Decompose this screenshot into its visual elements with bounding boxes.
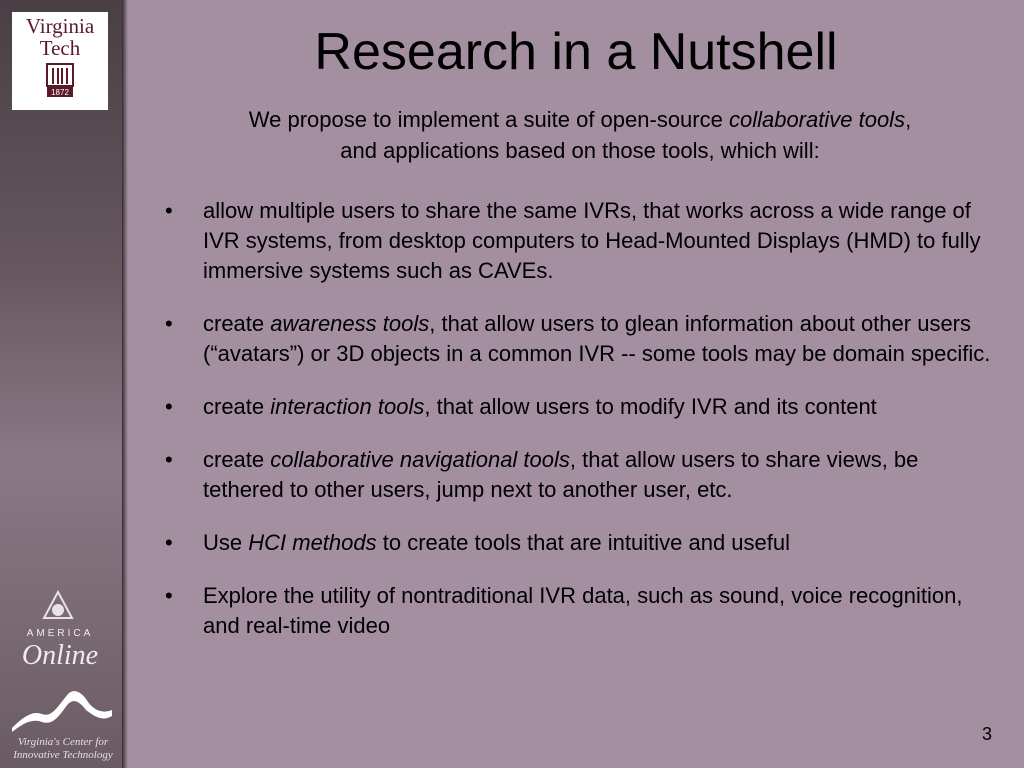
- bullet-text: create: [203, 447, 271, 472]
- aol-logo: [10, 588, 110, 678]
- vt-year: 1872: [51, 88, 69, 97]
- vcit-line2: Innovative Technology: [13, 749, 113, 761]
- bullet-dot: •: [165, 394, 173, 419]
- bullet-item: [160, 392, 1000, 422]
- mountain-icon: [8, 684, 118, 734]
- slide-title: Research in a Nutshell: [314, 23, 838, 81]
- intro-text-2: , and applications based on those tools, which will:: [340, 107, 912, 163]
- bullet-item: [160, 581, 1000, 641]
- bullet-text-after: , that allow users to modify IVR and its content: [424, 394, 877, 419]
- bullet-text-after: to create tools that are intuitive and useful: [376, 530, 790, 555]
- bullet-dot: •: [165, 447, 173, 472]
- bullet-text: create: [203, 394, 271, 419]
- bullet-italic: HCI methods: [248, 530, 377, 555]
- vt-logo-line2: Tech: [39, 36, 81, 60]
- intro-italic: collaborative tools: [728, 107, 906, 132]
- bullet-italic: awareness tools: [270, 311, 430, 336]
- bullet-text-after: , that allow users to share views, be tethered to other users, jump next to another user, etc.: [203, 447, 919, 502]
- bullet-dot: •: [165, 198, 173, 223]
- vt-shield-icon: [45, 62, 75, 98]
- bullet-text: create: [203, 311, 271, 336]
- intro-paragraph: [240, 104, 920, 166]
- bullet-text-after: , that allow users to glean information about other users (“avatars”) or 3D objects in a common IVR -- some tools may be domain specific.: [203, 311, 991, 366]
- sidebar-shadow: [122, 0, 128, 768]
- bullet-item: [160, 196, 1000, 286]
- bullet-list: [160, 196, 1000, 664]
- bullet-dot: •: [165, 530, 173, 555]
- vt-logo-line1: Virginia: [25, 14, 95, 38]
- bullet-text: allow multiple users to share the same IVRs, that works across a wide range of IVR systems, from desktop computers to Head-Mounted Displays (HMD) to fully immersive systems such as CAVEs.: [203, 198, 981, 283]
- bullet-italic: collaborative navigational tools: [270, 447, 570, 472]
- bullet-text: Explore the utility of nontraditional IVR data, such as sound, voice recognition, and real-time video: [203, 583, 963, 638]
- aol-online-text: Online: [21, 640, 99, 671]
- virginia-tech-logo: [12, 12, 108, 110]
- bullet-dot: •: [165, 583, 173, 608]
- bullet-item: [160, 445, 1000, 505]
- aol-america-text: AMERICA: [26, 628, 94, 639]
- page-number: 3: [982, 724, 993, 744]
- vcit-line1: Virginia's Center for: [17, 736, 109, 748]
- intro-text-1: We propose to implement a suite of open-source: [248, 107, 729, 132]
- bullet-item: [160, 309, 1000, 369]
- vcit-logo: [8, 684, 118, 764]
- bullet-italic: interaction tools: [270, 394, 425, 419]
- bullet-dot: •: [165, 311, 173, 336]
- bullet-item: [160, 528, 1000, 558]
- bullet-text: Use: [203, 530, 249, 555]
